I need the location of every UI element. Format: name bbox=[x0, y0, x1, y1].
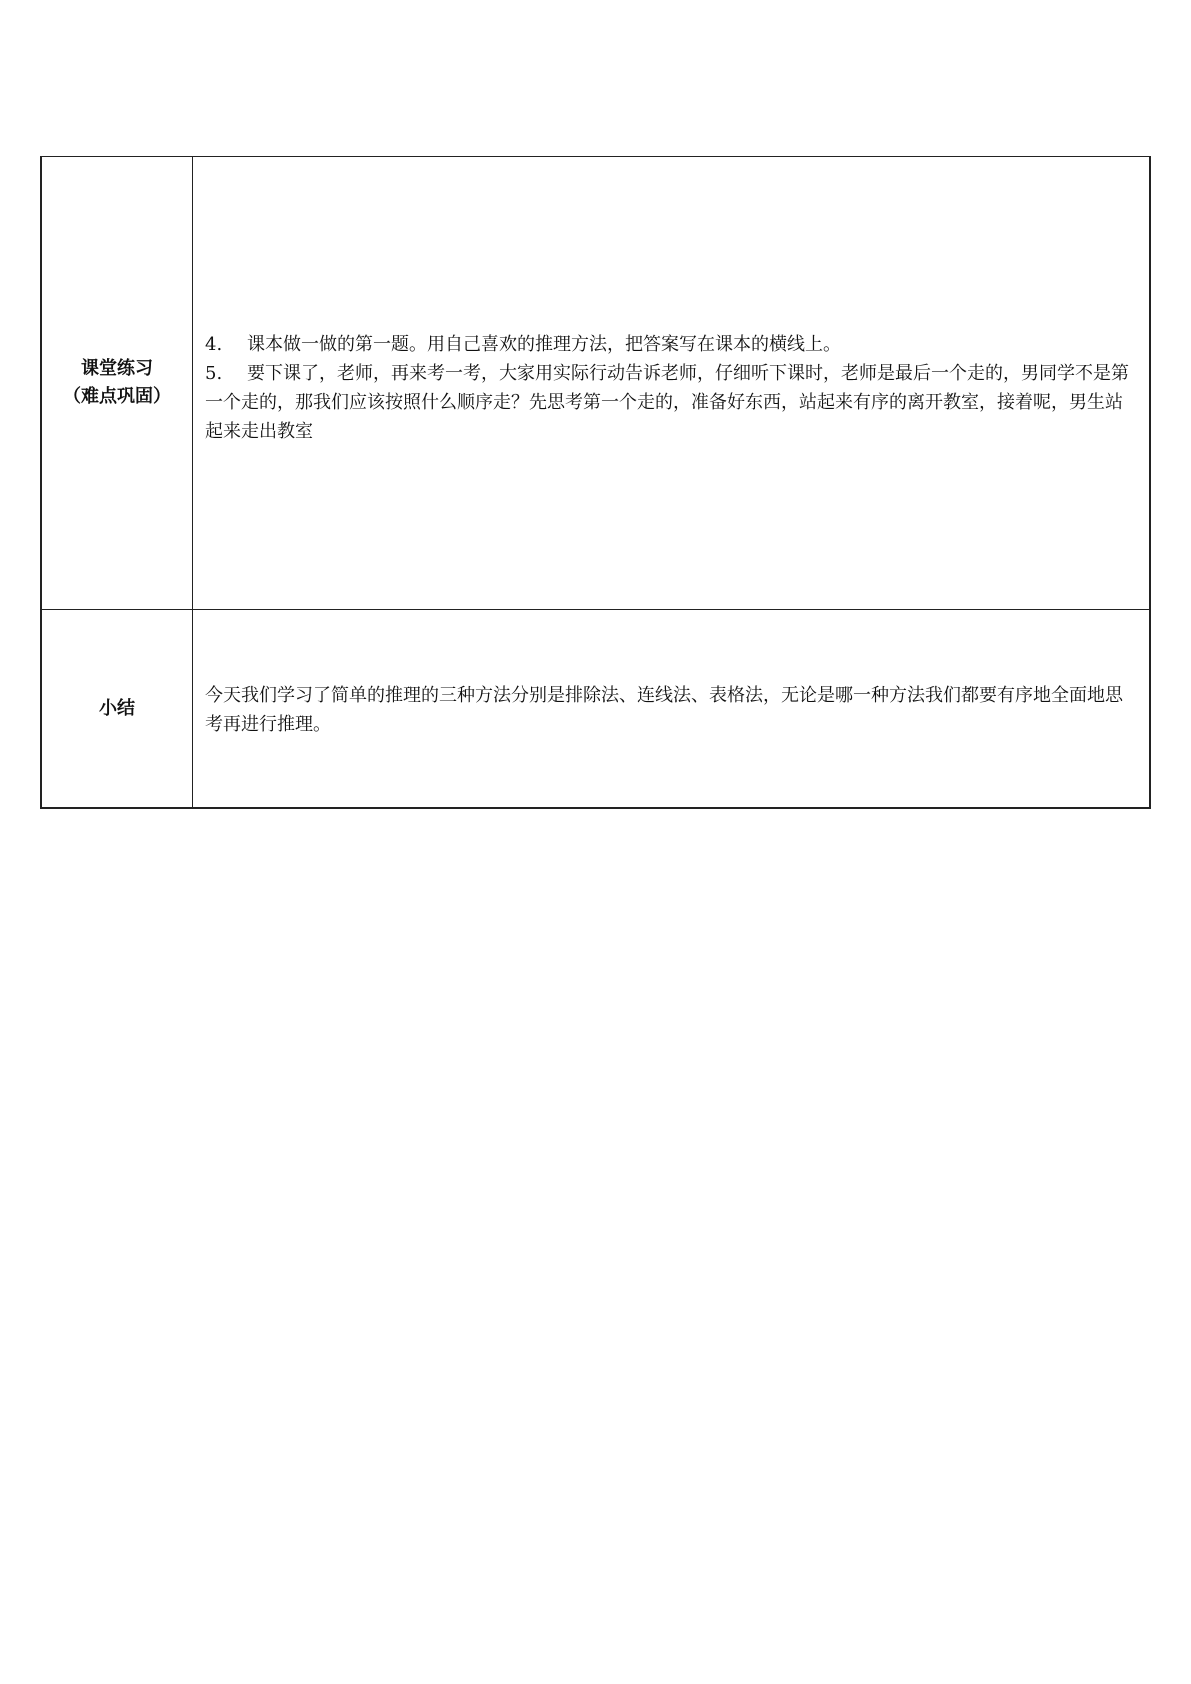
practice-items bbox=[205, 320, 1139, 446]
practice-item-5 bbox=[205, 359, 1139, 446]
summary-label: 小结 bbox=[99, 697, 135, 719]
practice-label-cell bbox=[41, 157, 193, 610]
summary-label-cell bbox=[41, 610, 193, 809]
practice-sublabel: （难点巩固） bbox=[63, 386, 171, 407]
item-text: 课本做一做的第一题。用自己喜欢的推理方法，把答案写在课本的横线上。 bbox=[247, 334, 841, 355]
summary-row bbox=[41, 610, 1150, 809]
summary-content-cell bbox=[193, 610, 1151, 809]
summary-text: 今天我们学习了简单的推理的三种方法分别是排除法、连线法、表格法，无论是哪一种方法我们都要有序地全面地思考再进行推理。 bbox=[205, 684, 1123, 735]
practice-label: 课堂练习 bbox=[81, 358, 153, 379]
practice-item-4 bbox=[205, 330, 1139, 359]
practice-content-cell bbox=[193, 157, 1151, 610]
item-number: 5. bbox=[205, 363, 223, 384]
lesson-plan-table bbox=[40, 156, 1151, 809]
item-text: 要下课了，老师，再来考一考，大家用实际行动告诉老师，仔细听下课时，老师是最后一个走的，男同学不是第一个走的，那我们应该按照什么顺序走？先思考第一个走的，准备好东西，站起来有序的离开教室，接着呢，男生站起来走出教室 bbox=[205, 363, 1129, 442]
item-number: 4. bbox=[205, 334, 223, 355]
practice-row bbox=[41, 157, 1150, 610]
